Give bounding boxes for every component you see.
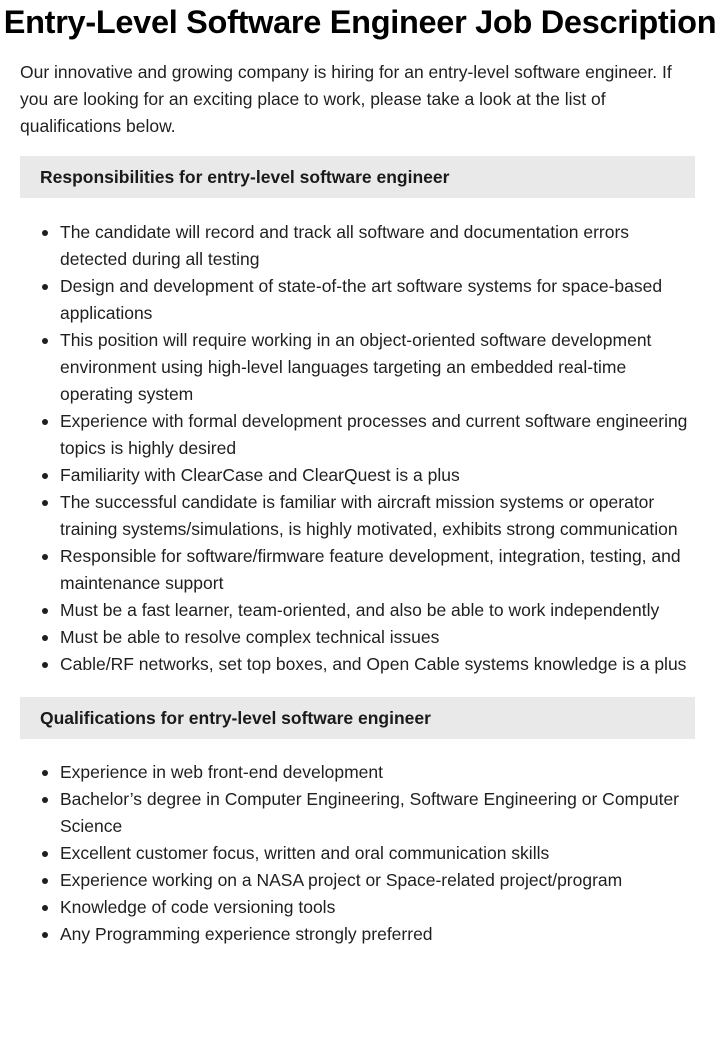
list-item: The successful candidate is familiar with aircraft mission systems or operator training systems/simulations, is highly motivated, exhibits strong communication (20, 489, 695, 543)
list-item: Responsible for software/firmware feature development, integration, testing, and maintenance support (20, 543, 695, 597)
qualifications-heading: Qualifications for entry-level software engineer (20, 697, 695, 739)
page-title: Entry-Level Software Engineer Job Description (3, 4, 717, 40)
list-item: Must be a fast learner, team-oriented, and also be able to work independently (20, 597, 695, 624)
list-item: Design and development of state-of-the art software systems for space-based applications (20, 273, 695, 327)
responsibilities-list (20, 219, 695, 678)
list-item: Experience working on a NASA project or Space-related project/program (20, 867, 695, 894)
list-item: Familiarity with ClearCase and ClearQuest is a plus (20, 462, 695, 489)
list-item: Must be able to resolve complex technical issues (20, 624, 695, 651)
list-item: Bachelor’s degree in Computer Engineering, Software Engineering or Computer Science (20, 786, 695, 840)
intro-paragraph: Our innovative and growing company is hiring for an entry-level software engineer. If you are looking for an exciting place to work, please take a look at the list of qualifications below. (20, 62, 672, 136)
list-item: This position will require working in an object-oriented software development environment using high-level languages targeting an embedded real-time operating system (20, 327, 695, 408)
list-item: Cable/RF networks, set top boxes, and Open Cable systems knowledge is a plus (20, 651, 695, 678)
list-item: The candidate will record and track all software and documentation errors detected during all testing (20, 219, 695, 273)
list-item: Experience in web front-end development (20, 759, 695, 786)
list-item: Experience with formal development processes and current software engineering topics is highly desired (20, 408, 695, 462)
list-item: Knowledge of code versioning tools (20, 894, 695, 921)
qualifications-list (20, 759, 695, 948)
list-item: Any Programming experience strongly preferred (20, 921, 695, 948)
job-description-body (20, 59, 695, 948)
list-item: Excellent customer focus, written and oral communication skills (20, 840, 695, 867)
responsibilities-heading: Responsibilities for entry-level software engineer (20, 156, 695, 198)
